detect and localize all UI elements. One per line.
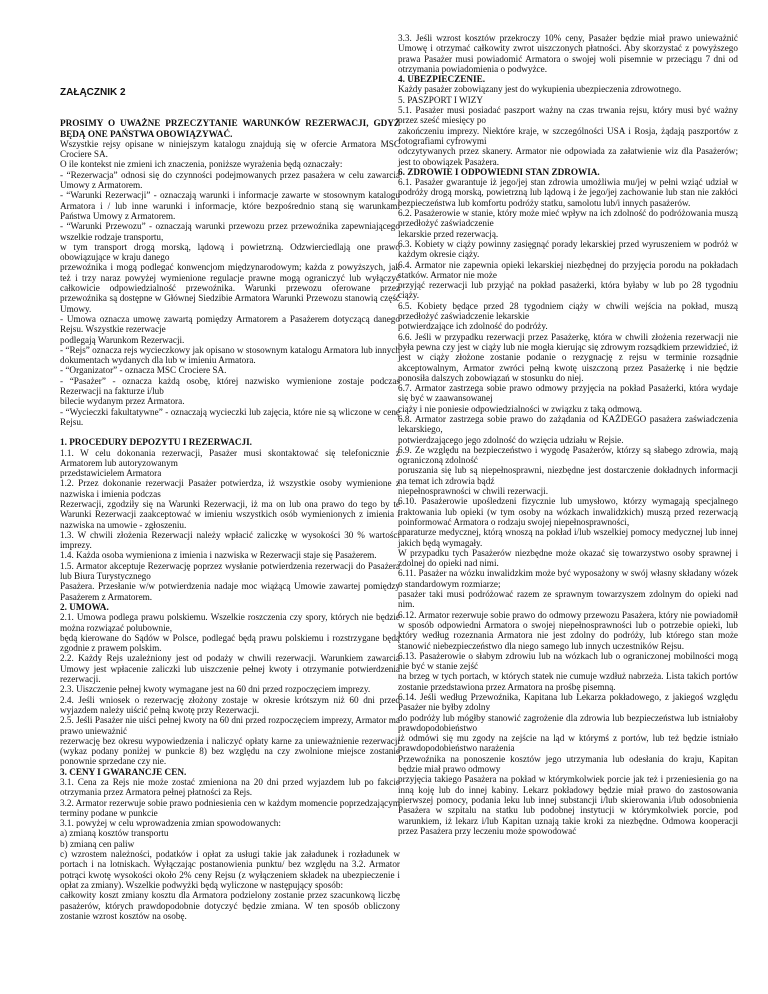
section-heading: 3. CENY I GWARANCJE CEN.: [60, 766, 187, 777]
paragraph: przedstawicielem Armatora: [60, 468, 162, 479]
paragraph: 2.5. Jeśli Pasażer nie uiści pełnej kwoty na 60 dni przed rozpoczęciem imprezy, Armator ma prawo unieważnić: [60, 715, 400, 736]
paragraph: 1.1. W celu dokonania rezerwacji, Pasażer musi skontaktować się telefonicznie z Armatorem lub autoryzowanym: [60, 447, 400, 468]
paragraph: przewoźnika i mogą podlegać konwencjom międzynarodowym; każda z powyższych, jak też i trzy naraz powyżej wymienione regulacje prawne mogą ograniczyć lub wyłączyć całkowicie odpowiedzialność przewoźnika. Warunki przewozu oferowane przez przewoźnika są dostępne w Głównej Siedzibie Armatora Warunki Przewozu stanowią część Umowy.: [60, 262, 400, 314]
paragraph: a) zmianą kosztów transportu: [60, 828, 169, 839]
paragraph: ciąży i nie poniesie odpowiedzialności w związku z taką odmową.: [398, 403, 642, 414]
paragraph: rezerwację bez okresu wypowiedzenia i naliczyć opłaty karne za unieważnienie rezerwacji (wykaz podany poniżej w punkcie 8) bez względu na czy zwolnione miejsce zostanie ponownie sprzedane czy nie.: [60, 735, 400, 767]
paragraph: poruszania się lub są niepełnosprawni, niezbędne jest dostarczenie dokładnych informacji na temat ich zdrowia bądź: [398, 465, 738, 486]
paragraph: - “Pasażer” - oznacza każdą osobę, której nazwisko wymienione zostaje podczas Rezerwacji na fakturze i/lub: [60, 375, 400, 397]
paragraph: 1.5. Armator akceptuje Rezerwację poprzez wysłanie potwierdzenia rezerwacji do Pasażera lub Biura Turystycznego: [60, 560, 400, 582]
paragraph: przyjąć rezerwacji lub przyjąć na pokład pasażerki, która byłaby w lub po 28 tygodniu ciąży.: [398, 280, 738, 301]
right-column: [398, 33, 738, 836]
paragraph: bilecie wydanym przez Armatora.: [60, 396, 185, 407]
paragraph: - “Warunki Rezerwacji” - oznaczają warunki i informacje zawarte w stosownym katalogu Armatora i / lub inne warunki i informacje, które bezpośrednio staną się warunkami Państwa Umowy z Armatorem.: [60, 190, 400, 221]
paragraph: W przypadku tych Pasażerów niezbędne może okazać się towarzystwo osoby sprawnej i zdolnej do opieki nad nimi.: [398, 547, 738, 569]
paragraph: 6.8. Armator zastrzega sobie prawo do zażądania od KAŻDEGO pasażera zaświadczenia lekarskiego,: [398, 413, 738, 435]
paragraph: 2.2. Każdy Rejs uzależniony jest od podaży w chwili rezerwacji. Warunkiem zawarcia Umowy jest wpłacenie zaliczki lub uiszczenie pełnej kwoty i otrzymanie potwierdzenia rezerwacji.: [60, 653, 400, 685]
paragraph: 6.1. Pasażer gwarantuje iż jego/jej stan zdrowia umożliwia mu/jej w pełni wziąć udział w podróży drogą morską, powietrzną lub lądową i że jego/jej zachowanie lub stan nie zakłóci bezpieczeństwa lub komfortu podróży statku, samolotu lub/i innych pasażerów.: [398, 177, 738, 208]
paragraph: - “Warunki Przewozu” - oznaczają warunki przewozu przez przewoźnika zapewniającego wszelkie rodzaje transportu,: [60, 221, 400, 242]
paragraph: 5.1. Pasażer musi posiadać paszport ważny na czas trwania rejsu, który musi być ważny przez sześć miesięcy po: [398, 105, 738, 126]
paragraph: całkowity koszt zmiany kosztu dla Armatora podzielony zostanie przez szacunkową liczbę pasażerów, których prawdopodobnie dotyczyć będzie zmiana. W ten sposób obliczony zostanie wzrost kosztów na osobę.: [60, 890, 400, 921]
paragraph: Pasażera. Przesłanie w/w potwierdzenia nadaje moc wiążącą Umowie zawartej pomiędzy Pasażerem z Armatorem.: [60, 581, 400, 602]
paragraph: lekarskie przed rezerwacją.: [398, 228, 499, 239]
paragraph: - “Organizator” - oznacza MSC Crociere SA.: [60, 365, 227, 376]
paragraph: - “Wycieczki fakultatywne” - oznaczają wycieczki lub zajęcia, które nie są wliczone w cenę Rejsu.: [60, 406, 400, 427]
paragraph: 6.9. Ze względu na bezpieczeństwo i wygodę Pasażerów, którzy są słabego zdrowia, mają ograniczoną zdolność: [398, 444, 738, 466]
paragraph: 6.10. Pasażerowie upośledzeni fizycznie lub umysłowo, którzy wymagają specjalnego traktowania lub opieki (w tym osoby na wózkach inwalidzkich) muszą przed rezerwacją poinformować Armatora o rodzaju swojej niepełnosprawności,: [398, 496, 738, 527]
paragraph: Każdy pasażer zobowiązany jest do wykupienia ubezpieczenia zdrowotnego.: [398, 84, 682, 95]
section-heading: 4. UBEZPIECZENIE.: [398, 74, 486, 85]
left-column: [60, 88, 400, 921]
paragraph: do podróży lub mógłby stanowić zagrożenie dla zdrowia lub bezpieczeństwa lub istniałoby prawdopodobieństwo: [398, 712, 738, 733]
paragraph: niepełnosprawności w chwili rezerwacji.: [398, 486, 549, 497]
paragraph: 6.13. Pasażerowie o słabym zdrowiu lub na wózkach lub o ograniczonej mobilności mogą nie być w stanie zejść: [398, 650, 738, 672]
section-heading: PROSIMY O UWAŻNE PRZECZYTANIE WARUNKÓW REZERWACJI, GDYŻ BĘDĄ ONE PAŃSTWA OBOWIĄZYWAĆ.: [60, 118, 400, 139]
section-heading: 2. UMOWA.: [60, 601, 109, 612]
paragraph: przyjęcia takiego Pasażera na pokład w którymkolwiek porcie jak też i przeniesienia go na inną koję lub do innej kabiny. Lekarz pokładowy będzie miał prawo do zastosowania pierwszej pomocy, podania leku lub innej substancji i/lub skierowania i/lub odosobnienia Pasażera w szpitalu na statku lub podobnej instytucji w którymkolwiek porcie, pod warunkiem, iż lekarz i/lub Kapitan uznają takie kroki za niezbędne. Odmowa kooperacji przez Pasażera przy leczeniu może spowodować: [398, 774, 738, 836]
paragraph: 6.2. Pasażerowie w stanie, który może mieć wpływ na ich zdolność do podróżowania muszą przedłożyć zaświadczenie: [398, 208, 738, 229]
paragraph: - “Rejs” oznacza rejs wycieczkowy jak opisano w stosownym katalogu Armatora lub innych dokumentach wydanych dla lub w imieniu Armatora.: [60, 344, 400, 366]
paragraph: potwierdzającego jego zdolność do wzięcia udziału w Rejsie.: [398, 434, 624, 445]
paragraph: - Umowa oznacza umowę zawartą pomiędzy Armatorem a Pasażerem dotyczącą danego Rejsu. Wszystkie rezerwacje: [60, 313, 400, 335]
paragraph: 2.3. Uiszczenie pełnej kwoty wymagane jest na 60 dni przed rozpoczęciem imprezy.: [60, 684, 371, 695]
paragraph: będą kierowane do Sądów w Polsce, podlegać będą prawu polskiemu i rozstrzygane będą zgodnie z prawem polskim.: [60, 632, 400, 654]
paragraph: c) wzrostem należności, podatków i opłat za usługi takie jak załadunek i rozładunek w portach i na lotniskach. Wyłączając postanowienia punktu/ bez względu na 3.2. Armator potrąci kwotę wysokości około 2% ceny Rejsu (z wyłączeniem składek na ubezpieczenie i opłat za zmiany). Wszelkie podwyżki będą wyliczone w następujący sposób:: [60, 849, 400, 890]
paragraph: 6.11. Pasażer na wózku inwalidzkim może być wyposażony w swój własny składany wózek o standardowym rozmiarze;: [398, 568, 738, 589]
section-heading: 1. PROCEDURY DEPOZYTU I REZERWACJI.: [60, 437, 252, 448]
paragraph: 3.2. Armator rezerwuje sobie prawo podniesienia cen w każdym momencie poprzedzającym terminy podane w punkcie: [60, 797, 400, 818]
paragraph: pasażer taki musi podróżować razem ze sprawnym towarzyszem zdolnym do opieki nad nim.: [398, 589, 738, 610]
paragraph: Rezerwacji, zgodziły się na Warunki Rezerwacji, iż ma on lub ona prawo do tego by te Warunki Rezerwacji zaakceptować w imieniu wszystkich osób wymienionych z imienia i nazwiska na umowie - zgłoszeniu.: [60, 498, 400, 530]
paragraph: 6.12. Armator rezerwuje sobie prawo do odmowy przewozu Pasażera, który nie powiadomił w sposób odpowiedni Armatora o swojej niepełnosprawności lub o potrzebie opieki, lub który według rozeznania Armatora nie jest zdolny do podróży, lub którego stan może stanowić niebezpieczeństwo dla niego samego lub innych uczestników Rejsu.: [398, 609, 738, 651]
paragraph: odczytywanych przez skanery. Armator nie odpowiada za załatwienie wiz dla Pasażerów; jest to obowiązek Pasażera.: [398, 146, 738, 167]
right-column-body: [398, 33, 738, 836]
page-title: ZAŁĄCZNIK 2: [60, 87, 126, 98]
paragraph: Wszystkie rejsy opisane w niniejszym katalogu znajdują się w ofercie Armatora MSC Crociere SA.: [60, 138, 400, 160]
paragraph: O ile kontekst nie zmieni ich znaczenia, poniższe wyrażenia będą oznaczały:: [60, 159, 343, 170]
paragraph: 6.14. Jeśli według Przewoźnika, Kapitana lub Lekarza pokładowego, z jakiegoś względu Pasażer nie byłby zdolny: [398, 692, 738, 713]
paragraph: Przewoźnika na ponoszenie kosztów jego utrzymania lub odesłania do kraju, Kapitan będzie miał prawo odmowy: [398, 753, 738, 775]
section-heading: 6. ZDROWIE I ODPOWIEDNI STAN ZDROWIA.: [398, 166, 600, 177]
paragraph: podlegają Warunkom Rezerwacji.: [60, 334, 185, 345]
paragraph: 3.1. Cena za Rejs nie może zostać zmieniona na 20 dni przed wyjazdem lub po fakcie otrzymania przez Armatora pełnej płatności za Rejs.: [60, 777, 400, 798]
paragraph: 6.5. Kobiety będące przed 28 tygodniem ciąży w chwili wejścia na pokład, muszą przedłożyć zaświadczenie lekarskie: [398, 300, 738, 322]
paragraph: - “Rezerwacja” odnosi się do czynności podejmowanych przez pasażera w celu zawarcia Umowy z Armatorem.: [60, 169, 400, 191]
paragraph-gap: [60, 427, 400, 437]
paragraph: 1.4. Każda osoba wymieniona z imienia i nazwiska w Rezerwacji staje się Pasażerem.: [60, 550, 377, 561]
paragraph: potwierdzające ich zdolność do podróży.: [398, 321, 548, 332]
paragraph: 6.4. Armator nie zapewnia opieki lekarskiej niezbędnej do przyjęcia porodu na pokładach statków. Armator nie może: [398, 259, 738, 280]
paragraph: b) zmianą cen paliw: [60, 838, 135, 849]
paragraph: na brzeg w tych portach, w których statek nie cumuje wzdłuż nabrzeża. Lista takich portów zostanie przedstawiona przez Armatora na prośbę pisemną.: [398, 671, 738, 692]
paragraph: aparaturze medycznej, którą wnoszą na pokład i/lub wszelkiej pomocy medycznej lub innej jakich będą wymagały.: [398, 527, 738, 548]
paragraph: iż odmówi się mu zgody na zejście na ląd w którymś z portów, lub też będzie istniało prawdopodobieństwo narażenia: [398, 733, 738, 754]
paragraph: 5. PASZPORT I WIZY: [398, 94, 484, 105]
paragraph: w tym transport drogą morską, lądową i powietrzną. Odzwierciedlają one prawo obowiązujące w kraju danego: [60, 241, 400, 263]
paragraph: 2.4. Jeśli wniosek o rezerwację złożony zostaje w okresie krótszym niż 60 dni przed wyjazdem należy uiścić pełną kwotę przy Rezerwacji.: [60, 694, 400, 715]
left-column-body: [60, 118, 400, 921]
paragraph: 1.2. Przez dokonanie rezerwacji Pasażer potwierdza, iż wszystkie osoby wymienione z nazwiska i imienia podczas: [60, 478, 400, 499]
paragraph: 3.3. Jeśli wzrost kosztów przekroczy 10% ceny, Pasażer będzie miał prawo unieważnić Umowę i otrzymać całkowity zwrot uiszczonych płatności. Aby skorzystać z powyższego prawa Pasażer musi powiadomić Armatora o swojej woli pisemnie w przeciągu 7 dni od otrzymania powiadomienia o podwyżce.: [398, 33, 738, 74]
paragraph: 2.1. Umowa podlega prawu polskiemu. Wszelkie roszczenia czy spory, których nie będzie można rozwiązać polubownie,: [60, 612, 400, 633]
paragraph: zakończeniu imprezy. Niektóre kraje, w szczególności USA i Rosja, żądają paszportów z fotografiami cyfrowymi: [398, 125, 738, 146]
paragraph: 1.3. W chwili złożenia Rezerwacji należy wpłacić zaliczkę w wysokości 30 % wartości imprezy.: [60, 529, 400, 551]
paragraph: 6.7. Armator zastrzega sobie prawo odmowy przyjęcia na pokład Pasażerki, która wydaje się być w zaawansowanej: [398, 383, 738, 404]
paragraph: 6.3. Kobiety w ciąży powinny zasięgnąć porady lekarskiej przed wyruszeniem w podróż w każdym okresie ciąży.: [398, 238, 738, 260]
paragraph: 6.6. Jeśli w przypadku rezerwacji przez Pasażerkę, która w chwili złożenia rezerwacji nie była pewna czy jest w ciąży lub nie mogła kierując się zdrowym rozsądkiem przewidzieć, iż jest w ciąży złożone zostanie podanie o rezygnację z rejsu w terminie rozsądnie akceptowalnym, Armator zwróci pełną kwotę uiszczoną przez Pasażerkę i nie będzie ponosiła dalszych zobowiązań w stosunku do niej.: [398, 331, 738, 383]
paragraph: 3.1. powyżej w celu wprowadzenia zmian spowodowanych:: [60, 818, 281, 829]
